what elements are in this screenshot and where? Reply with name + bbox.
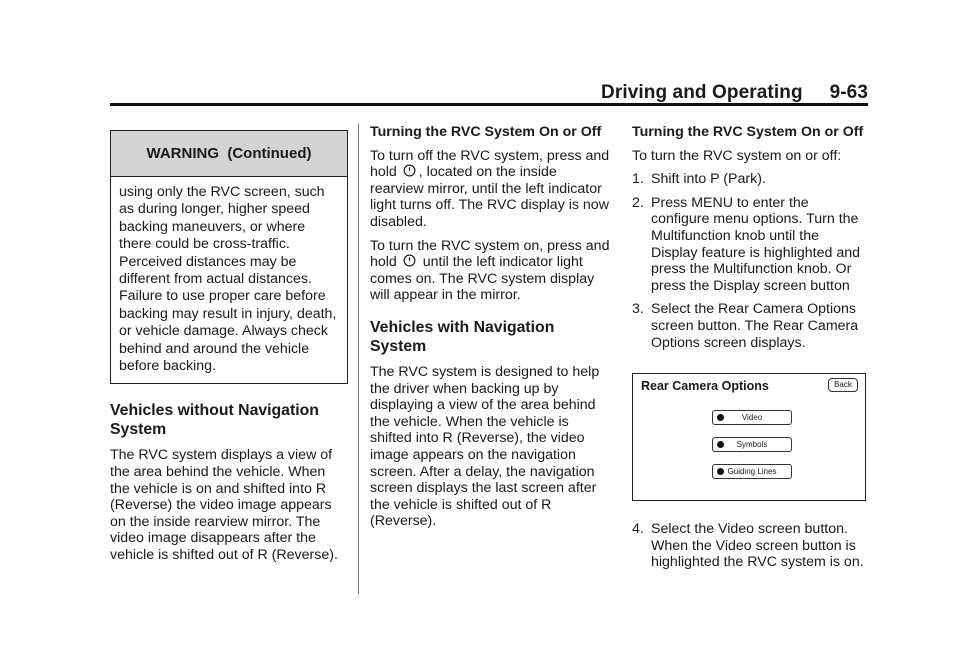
subheading-turn-on-off-mirror: Turning the RVC System On or Off xyxy=(370,124,602,140)
turn-on-text-b: until the left indicator light comes on. The RVC system display will appear in the mirror. xyxy=(370,254,595,304)
section-heading-no-nav: Vehicles without Navigation System xyxy=(110,402,319,439)
step-number: 4. xyxy=(632,521,644,538)
guiding-lines-button-label: Guiding Lines xyxy=(727,467,777,477)
radio-dot-icon xyxy=(717,468,724,475)
back-button[interactable]: Back xyxy=(828,378,858,392)
rear-camera-options-screenshot xyxy=(632,373,866,501)
warning-body: using only the RVC screen, such as during longer, higher speed backing maneuvers, or where there could be cross-traffic. Perceived distances may be different from actual distances. Failure to use proper care before backing may result in injury, death, or vehicle damage. Always check behind and around the vehicle before backing. xyxy=(119,184,337,375)
steps-list-continued xyxy=(632,521,868,571)
step-item xyxy=(632,521,868,571)
section-heading-with-nav: Vehicles with Navigation System xyxy=(370,318,555,355)
section-title: Driving and Operating xyxy=(601,82,803,103)
turn-on-text-a: To turn the RVC system on, press and hold xyxy=(370,237,610,271)
turn-off-text-b: , located on the inside rearview mirror, until the left indicator light turns off. The RVC display is now disabled. xyxy=(370,164,609,230)
step-text: Select the Video screen button. When the Video screen button is highlighted the RVC system is on. xyxy=(651,521,864,571)
video-button-label: Video xyxy=(741,413,763,423)
page-number: 9-63 xyxy=(829,82,868,103)
step-text: Select the Rear Camera Options screen button. The Rear Camera Options screen displays. xyxy=(651,301,859,351)
symbols-button-label: Symbols xyxy=(736,440,768,450)
step-item xyxy=(632,301,868,351)
radio-dot-icon xyxy=(717,441,724,448)
steps-intro: To turn the RVC system on or off: xyxy=(632,147,842,164)
power-button-icon xyxy=(403,254,416,267)
column-1 xyxy=(110,124,348,571)
turn-on-paragraph xyxy=(370,238,610,304)
symbols-button[interactable] xyxy=(712,437,792,452)
step-text: Shift into P (Park). xyxy=(651,171,766,188)
subheading-turn-on-off-nav: Turning the RVC System On or Off xyxy=(632,124,864,140)
with-nav-paragraph: The RVC system is designed to help the driver when backing up by displaying a view of the area behind the vehicle. When the vehicle is shifted into R (Reverse), the video image appears on the navigation screen. After a delay, the navigation screen displays the last screen after the vehicle is shifted out of R (Reverse). xyxy=(370,363,600,530)
step-text: Press MENU to enter the configure menu options. Turn the Multifunction knob until the Display feature is highlighted and press the Multifunction knob. Or press the Display screen button xyxy=(651,194,861,294)
step-item xyxy=(632,195,868,295)
column-3 xyxy=(632,124,868,578)
power-button-icon xyxy=(403,164,416,177)
page-header xyxy=(110,82,868,106)
guiding-lines-button[interactable] xyxy=(712,464,792,479)
warning-box xyxy=(110,130,348,384)
step-number: 2. xyxy=(632,194,644,211)
page-header-title xyxy=(601,82,868,104)
step-number: 3. xyxy=(632,301,644,318)
steps-list xyxy=(632,171,868,351)
warning-title: WARNING (Continued) xyxy=(111,131,347,177)
screen-title: Rear Camera Options xyxy=(641,379,769,394)
column-divider xyxy=(358,124,359,594)
no-nav-paragraph: The RVC system displays a view of the area behind the vehicle. When the vehicle is on and shifted into R (Reverse) the video image appears on the inside rearview mirror. The video image disappears after the vehicle is shifted out of R (Reverse). xyxy=(110,447,338,564)
step-number: 1. xyxy=(632,171,644,188)
radio-dot-icon xyxy=(717,414,724,421)
video-button[interactable] xyxy=(712,410,792,425)
step-item xyxy=(632,171,868,188)
turn-off-text-a: To turn off the RVC system, press and hold xyxy=(370,147,610,181)
turn-off-paragraph xyxy=(370,148,610,231)
column-2 xyxy=(370,124,610,537)
